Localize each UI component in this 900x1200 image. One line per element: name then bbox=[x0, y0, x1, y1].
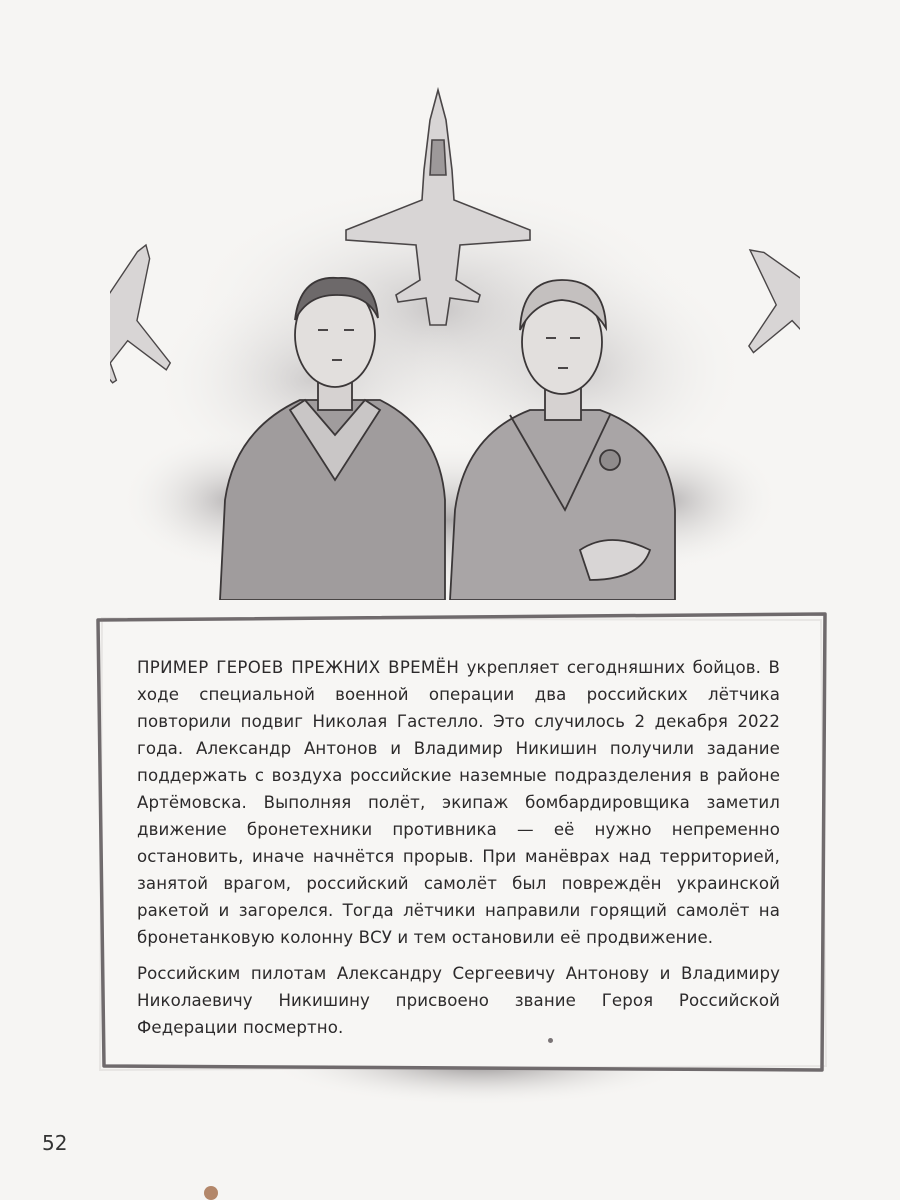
corner-mark bbox=[204, 1186, 218, 1200]
paragraph-2: Российским пилотам Александру Сергеевичу Антонову и Владимиру Николаевичу Никишину присвоено звание Героя Российской Федерации посмертно. bbox=[137, 964, 780, 1037]
paragraph-1 bbox=[137, 654, 780, 951]
article-text bbox=[137, 654, 780, 1050]
lead-phrase: ПРИМЕР ГЕРОЕВ ПРЕЖНИХ ВРЕМЁН bbox=[137, 658, 460, 677]
ink-dot bbox=[548, 1038, 553, 1043]
page-number: 52 bbox=[42, 1131, 68, 1155]
paragraph-1-text: укрепляет сегодняшних бойцов. В ходе специальной военной операции два российских лётчика повторили подвиг Николая Гастелло. Это случилось 2 декабря 2022 года. Александр Антонов и Владимир Никишин получили задание поддержать с воздуха российские наземные подразделения в районе Артёмовска. Выполняя полёт, экипаж бомбардировщика заметил движение бронетехники противника — её нужно непременно остановить, иначе начнётся прорыв. При манёврах над территорией, занятой врагом, российский самолёт был повреждён украинской ракетой и загорелся. Тогда лётчики направили горящий самолёт на бронетанковую колонну ВСУ и тем остановили её продвижение. bbox=[137, 658, 780, 947]
pilots-illustration bbox=[110, 80, 800, 600]
